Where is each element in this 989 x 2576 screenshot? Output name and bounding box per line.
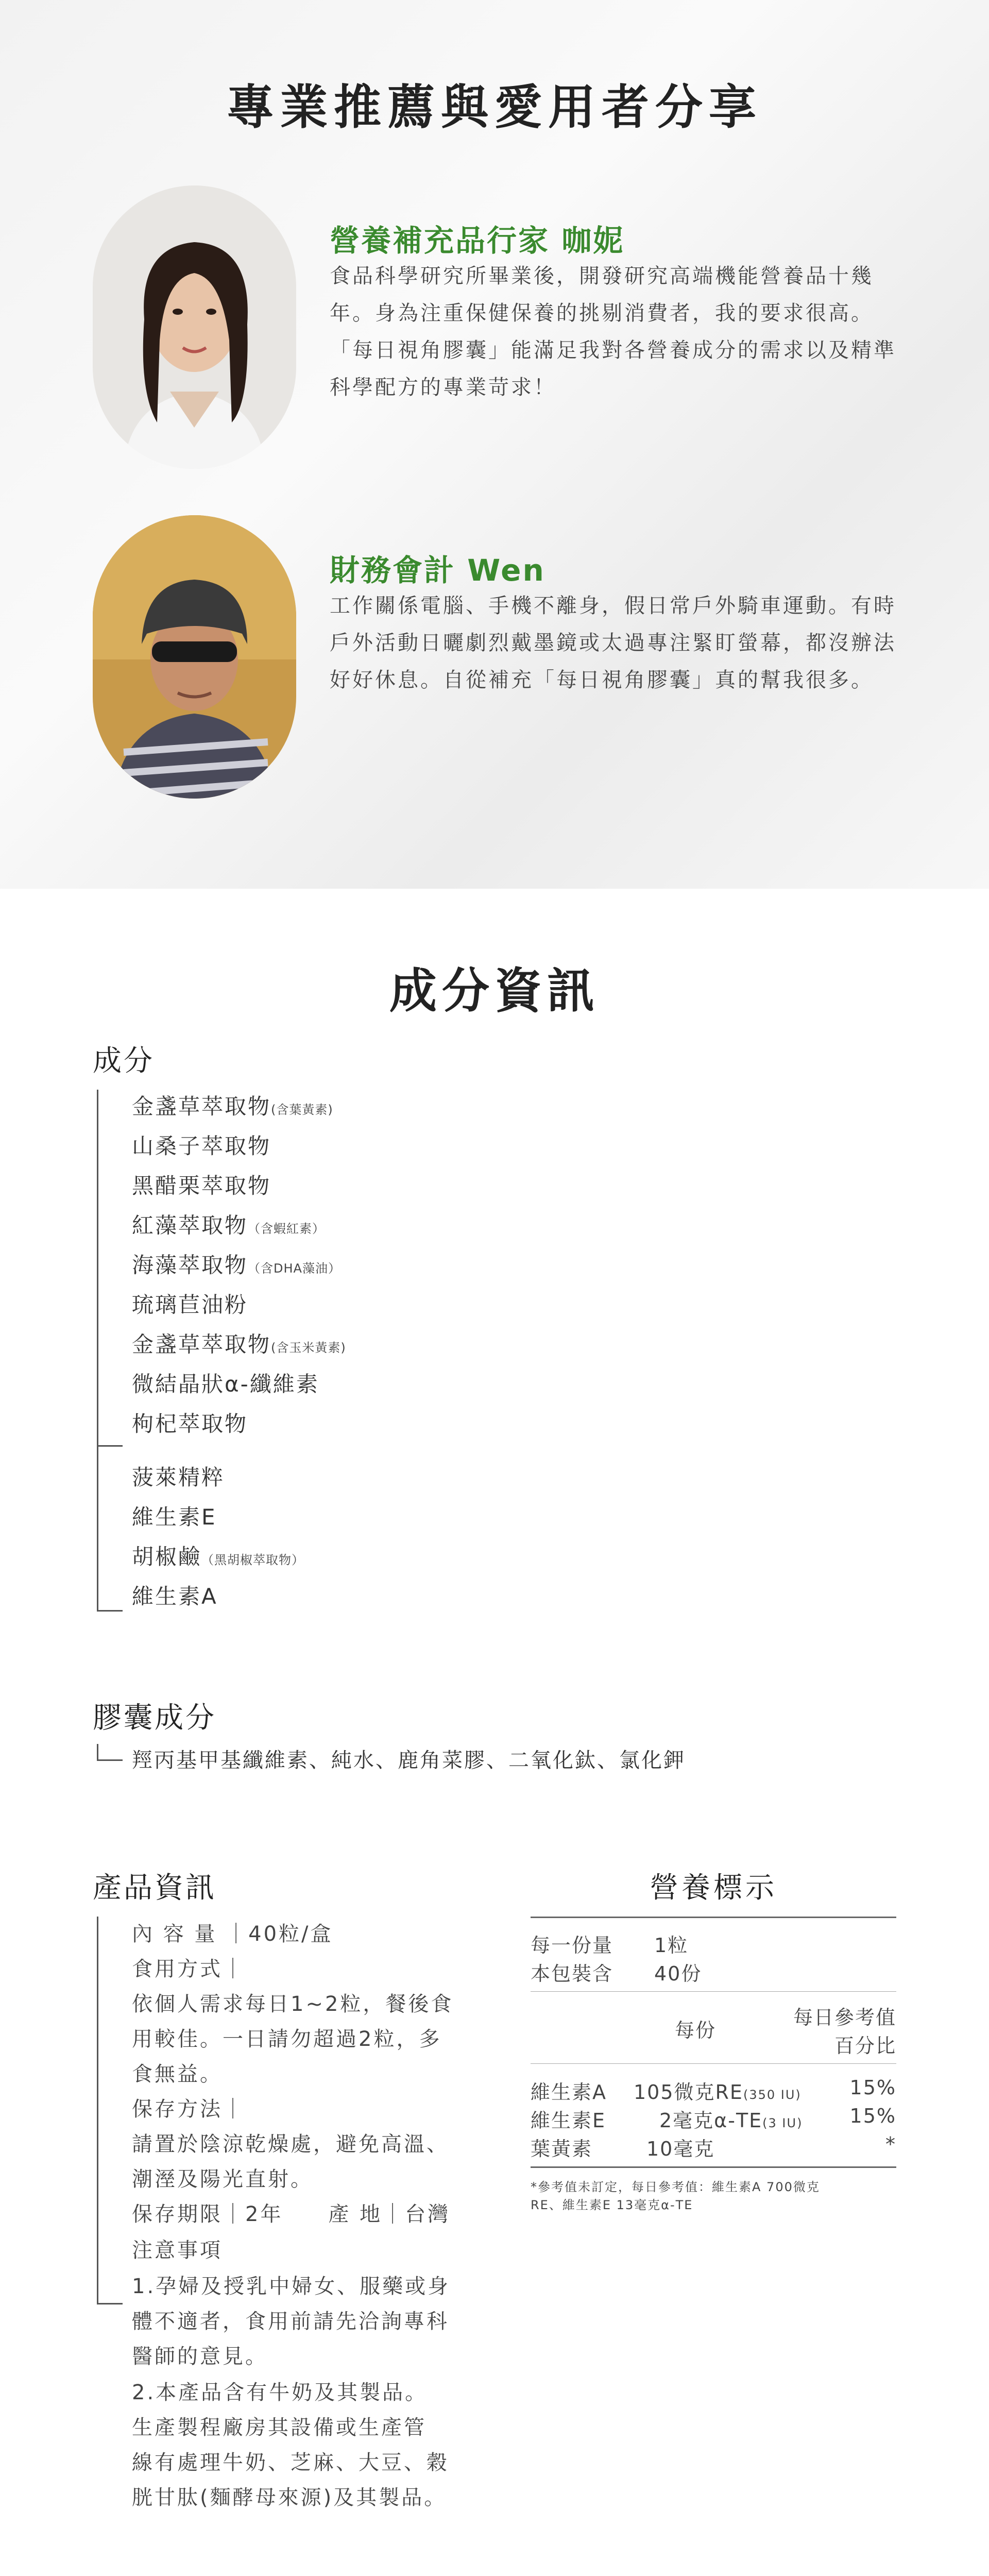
product-info — [93, 1865, 489, 2510]
col-per-serving: 每份 — [675, 2019, 717, 2042]
nutrition-footnote: RE、維生素E 13毫克α-TE — [531, 2198, 693, 2212]
avatar-accountant — [93, 515, 296, 799]
ingredient-item: 金盞草萃取物(含玉米黃素) — [132, 1332, 346, 1357]
nutrient-pct: * — [885, 2133, 896, 2156]
ingredient-item: 枸杞萃取物 — [132, 1411, 248, 1436]
nutrition-divider — [531, 2063, 896, 2064]
ingredient-item: 維生素A — [132, 1584, 218, 1609]
testimonials-section — [0, 0, 989, 889]
tree-line — [97, 1445, 98, 1610]
ingredient-item: 海藻萃取物（含DHA藻油） — [132, 1252, 341, 1278]
product-line: 2.本產品含有牛奶及其製品。 — [132, 2381, 428, 2404]
col-daily-ref: 每日參考值 — [793, 2006, 896, 2029]
nutrient-name: 葉黃素 — [531, 2138, 593, 2160]
tree-line — [97, 1090, 98, 1445]
product-line: 胱甘肽(麵酵母來源)及其製品。 — [132, 2486, 447, 2510]
product-line: 注意事項 — [132, 2239, 223, 2262]
ingredients-title: 成分資訊 — [389, 963, 600, 1019]
ingredients-label: 成分 — [93, 1044, 155, 1078]
tree-hook — [97, 1445, 123, 1447]
product-line: 保存方法｜ — [132, 2097, 245, 2121]
nutrition-title: 營養標示 — [650, 1871, 777, 1905]
product-lines — [93, 1917, 489, 2545]
ingredient-item: 胡椒鹼（黑胡椒萃取物） — [132, 1544, 305, 1569]
ingredients-list — [93, 1090, 556, 1461]
tree-line — [97, 1744, 98, 1759]
nutrition-label — [531, 1865, 896, 2277]
product-line: 請置於陰涼乾燥處，避免高溫、 — [132, 2132, 449, 2156]
capsule-label: 膠囊成分 — [93, 1701, 216, 1735]
nutrition-divider — [531, 1991, 896, 1992]
product-line: 用較佳。一日請勿超過2粒，多 — [132, 2027, 442, 2051]
nutrient-pct: 15% — [849, 2076, 896, 2099]
person-name: 營養補充品行家 咖妮 — [330, 223, 625, 258]
product-line: 線有處理牛奶、芝麻、大豆、穀 — [132, 2451, 449, 2475]
product-line: 潮溼及陽光直射。 — [132, 2167, 313, 2191]
ingredient-item: 維生素E — [132, 1504, 217, 1530]
tree-line — [97, 1917, 98, 2303]
product-line: 內 容 量 ｜40粒/盒 — [132, 1922, 333, 1946]
person-description: 食品科學研究所畢業後，開發研究高端機能營養品十幾年。身為注重保健保養的挑剔消費者，我的要求很高。「每日視角膠囊」能滿足我對各營養成分的需求以及精準科學配方的專業苛求！ — [330, 264, 896, 399]
tree-hook — [97, 1759, 123, 1761]
ingredient-item: 微結晶狀α-纖維素 — [132, 1371, 319, 1397]
avatar-nutrition-expert — [93, 185, 296, 469]
testimonial-2 — [93, 515, 907, 804]
nutrient-name: 維生素E — [531, 2109, 606, 2132]
tree-hook — [97, 1610, 123, 1612]
ingredient-item: 紅藻萃取物（含蝦紅素） — [132, 1213, 326, 1238]
product-line: 依個人需求每日1~2粒，餐後食 — [132, 1992, 454, 2016]
product-line: 1.孕婦及授乳中婦女、服藥或身 — [132, 2275, 451, 2298]
servings-per-pack: 本包裝含 40份 — [531, 1962, 702, 1985]
person-description: 工作關係電腦、手機不離身，假日常戶外騎車運動。有時戶外活動日曬劇烈戴墨鏡或太過專注緊盯螢幕，都沒辦法好好休息。自從補充「每日視角膠囊」真的幫我很多。 — [330, 594, 896, 692]
nutrition-footnote: *參考值未訂定，每日參考值：維生素A 700微克 — [531, 2180, 820, 2194]
product-line: 保存期限｜2年 產 地｜台灣 — [132, 2202, 451, 2226]
product-line: 生產製程廠房其設備或生產管 — [132, 2416, 427, 2439]
product-info-title: 產品資訊 — [93, 1871, 216, 1905]
ingredient-item: 金盞草萃取物(含葉黃素) — [132, 1094, 333, 1119]
nutrient-amount: 10毫克 — [646, 2138, 715, 2160]
nutrient-pct: 15% — [849, 2105, 896, 2127]
product-line: 食用方式｜ — [132, 1957, 245, 1981]
person-name: 財務會計 Wen — [330, 553, 545, 588]
nutrition-rule — [531, 2166, 896, 2168]
nutrient-name: 維生素A — [531, 2081, 607, 2104]
testimonial-1 — [93, 185, 907, 474]
nutrient-amount: 105微克RE(350 IU) — [634, 2081, 802, 2104]
ingredient-item: 菠萊精粹 — [132, 1465, 225, 1490]
nutrient-amount: 2毫克α-TE(3 IU) — [659, 2109, 803, 2132]
product-line: 體不適者，食用前請先洽詢專科 — [132, 2310, 449, 2333]
ingredients-section — [0, 889, 989, 2576]
serving-size: 每一份量 1粒 — [531, 1934, 689, 1957]
capsule-text: 羥丙基甲基纖維素、純水、鹿角菜膠、二氧化鈦、氯化鉀 — [132, 1749, 686, 1772]
ingredients-list-cont — [93, 1461, 556, 1625]
ingredient-item: 黑醋栗萃取物 — [132, 1173, 271, 1198]
ingredient-item: 山桑子萃取物 — [132, 1133, 271, 1159]
ingredient-item: 琉璃苣油粉 — [132, 1292, 248, 1317]
product-line: 醫師的意見。 — [132, 2345, 268, 2368]
tree-hook — [97, 2303, 123, 2304]
testimonials-title: 專業推薦與愛用者分享 — [226, 80, 762, 135]
product-line: 食無益。 — [132, 2062, 223, 2086]
col-daily-ref-pct: 百分比 — [834, 2035, 896, 2057]
capsule-ingredients — [93, 1744, 865, 1780]
nutrition-rule — [531, 1917, 896, 1918]
